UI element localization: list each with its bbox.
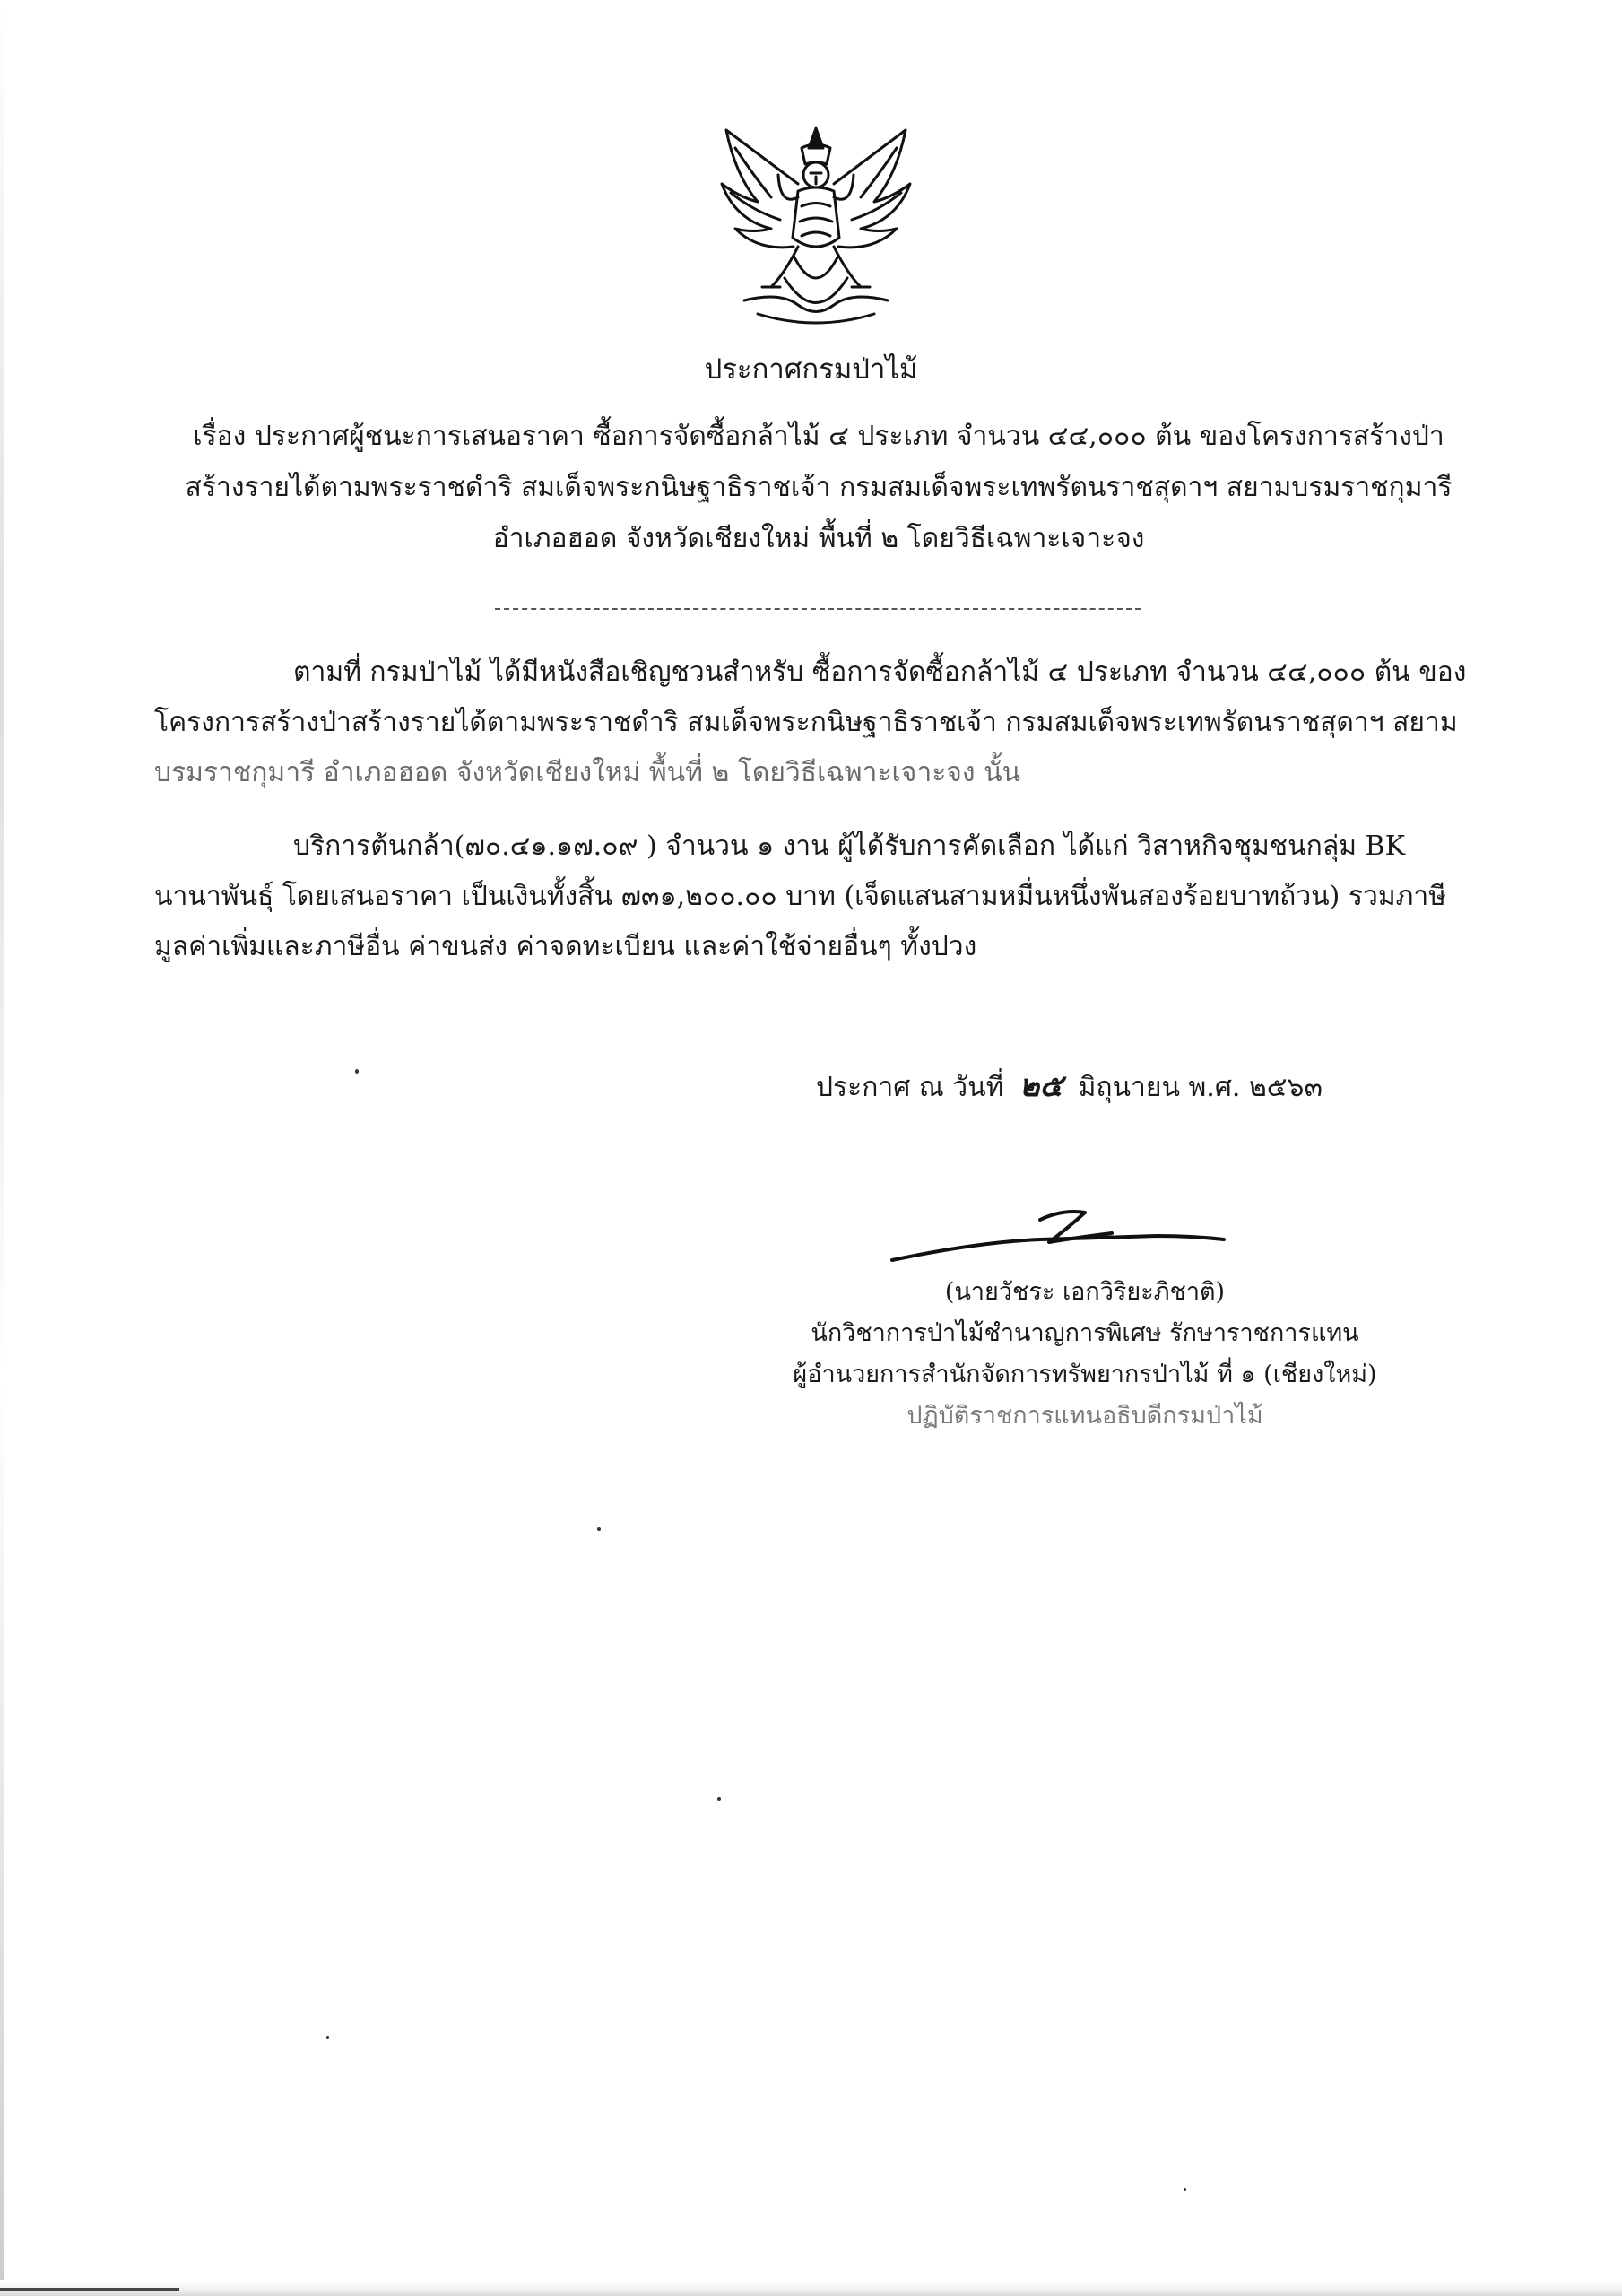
scan-edge-left xyxy=(0,0,4,2296)
signatory-block xyxy=(771,1272,1399,1437)
scan-speck xyxy=(326,2036,329,2039)
paragraph-award xyxy=(154,822,1479,972)
document-title: ประกาศกรมป่าไม้ xyxy=(704,353,918,386)
scan-edge-bottom xyxy=(0,2280,1622,2296)
subject-line: อำเภอฮอด จังหวัดเชียงใหม่ พื้นที่ ๒ โดยวิธีเฉพาะเจาะจง xyxy=(492,523,1145,554)
paragraph-line: บริการต้นกล้า(๗๐.๔๑.๑๗.๐๙ ) จำนวน ๑ งาน ผู้ได้รับการคัดเลือก ได้แก่ วิสาหกิจชุมชนกลุ่ม BK xyxy=(293,831,1405,862)
paragraph-line: บรมราชกุมารี อำเภอฮอด จังหวัดเชียงใหม่ พื้นที่ ๒ โดยวิธีเฉพาะเจาะจง นั้น xyxy=(154,757,1021,788)
paragraph-line: ตามที่ กรมป่าไม้ ได้มีหนังสือเชิญชวนสำหรับ ซื้อการจัดซื้อกล้าไม้ ๔ ประเภท จำนวน ๔๔,๐๐๐ ต้น ของ xyxy=(293,657,1467,688)
signatory-position: นักวิชาการป่าไม้ชำนาญการพิเศษ รักษาราชการแทน xyxy=(811,1319,1359,1347)
date-suffix: มิถุนายน พ.ศ. ๒๕๖๓ xyxy=(1078,1072,1323,1103)
document-subject xyxy=(160,411,1478,564)
signatory-name: (นายวัชระ เอกวิริยะภิชาติ) xyxy=(944,1278,1226,1306)
signatory-position: ปฏิบัติราชการแทนอธิบดีกรมป่าไม้ xyxy=(906,1402,1263,1430)
paragraph-line: โครงการสร้างป่าสร้างรายได้ตามพระราชดำริ สมเด็จพระกนิษฐาธิราชเจ้า กรมสมเด็จพระเทพรัตนราชสุดาฯ สยาม xyxy=(154,707,1458,738)
scan-speck xyxy=(1184,2188,1186,2191)
date-day: ๒๕ xyxy=(1019,1068,1063,1104)
paragraph-line: มูลค่าเพิ่มและภาษีอื่น ค่าขนส่ง ค่าจดทะเบียน และค่าใช้จ่ายอื่นๆ ทั้งปวง xyxy=(154,931,977,962)
scan-speck xyxy=(597,1527,601,1531)
announcement-date xyxy=(816,1061,1323,1113)
subject-line: สร้างรายได้ตามพระราชดำริ สมเด็จพระกนิษฐาธิราชเจ้า กรมสมเด็จพระเทพรัตนราชสุดาฯ สยามบรมราชกุมารี xyxy=(185,472,1453,503)
divider xyxy=(495,608,1141,610)
scan-speck xyxy=(355,1069,359,1074)
date-prefix: ประกาศ ณ วันที่ xyxy=(816,1072,1004,1103)
signatory-position: ผู้อำนวยการสำนักจัดการทรัพยากรป่าไม้ ที่ ๑ (เชียงใหม่) xyxy=(793,1361,1377,1388)
paragraph-line: นานาพันธุ์ โดยเสนอราคา เป็นเงินทั้งสิ้น ๗๓๑,๒๐๐.๐๐ บาท (เจ็ดแสนสามหมื่นหนึ่งพันสองร้อยบาทถ้วน) รวมภาษี xyxy=(154,881,1447,912)
paragraph-invitation xyxy=(154,648,1479,798)
subject-line: เรื่อง ประกาศผู้ชนะการเสนอราคา ซื้อการจัดซื้อกล้าไม้ ๔ ประเภท จำนวน ๔๔,๐๐๐ ต้น ของโครงการสร้างป่า xyxy=(193,421,1444,452)
scan-speck xyxy=(717,1797,721,1801)
signature xyxy=(888,1193,1228,1274)
garuda-emblem-icon xyxy=(708,121,924,332)
